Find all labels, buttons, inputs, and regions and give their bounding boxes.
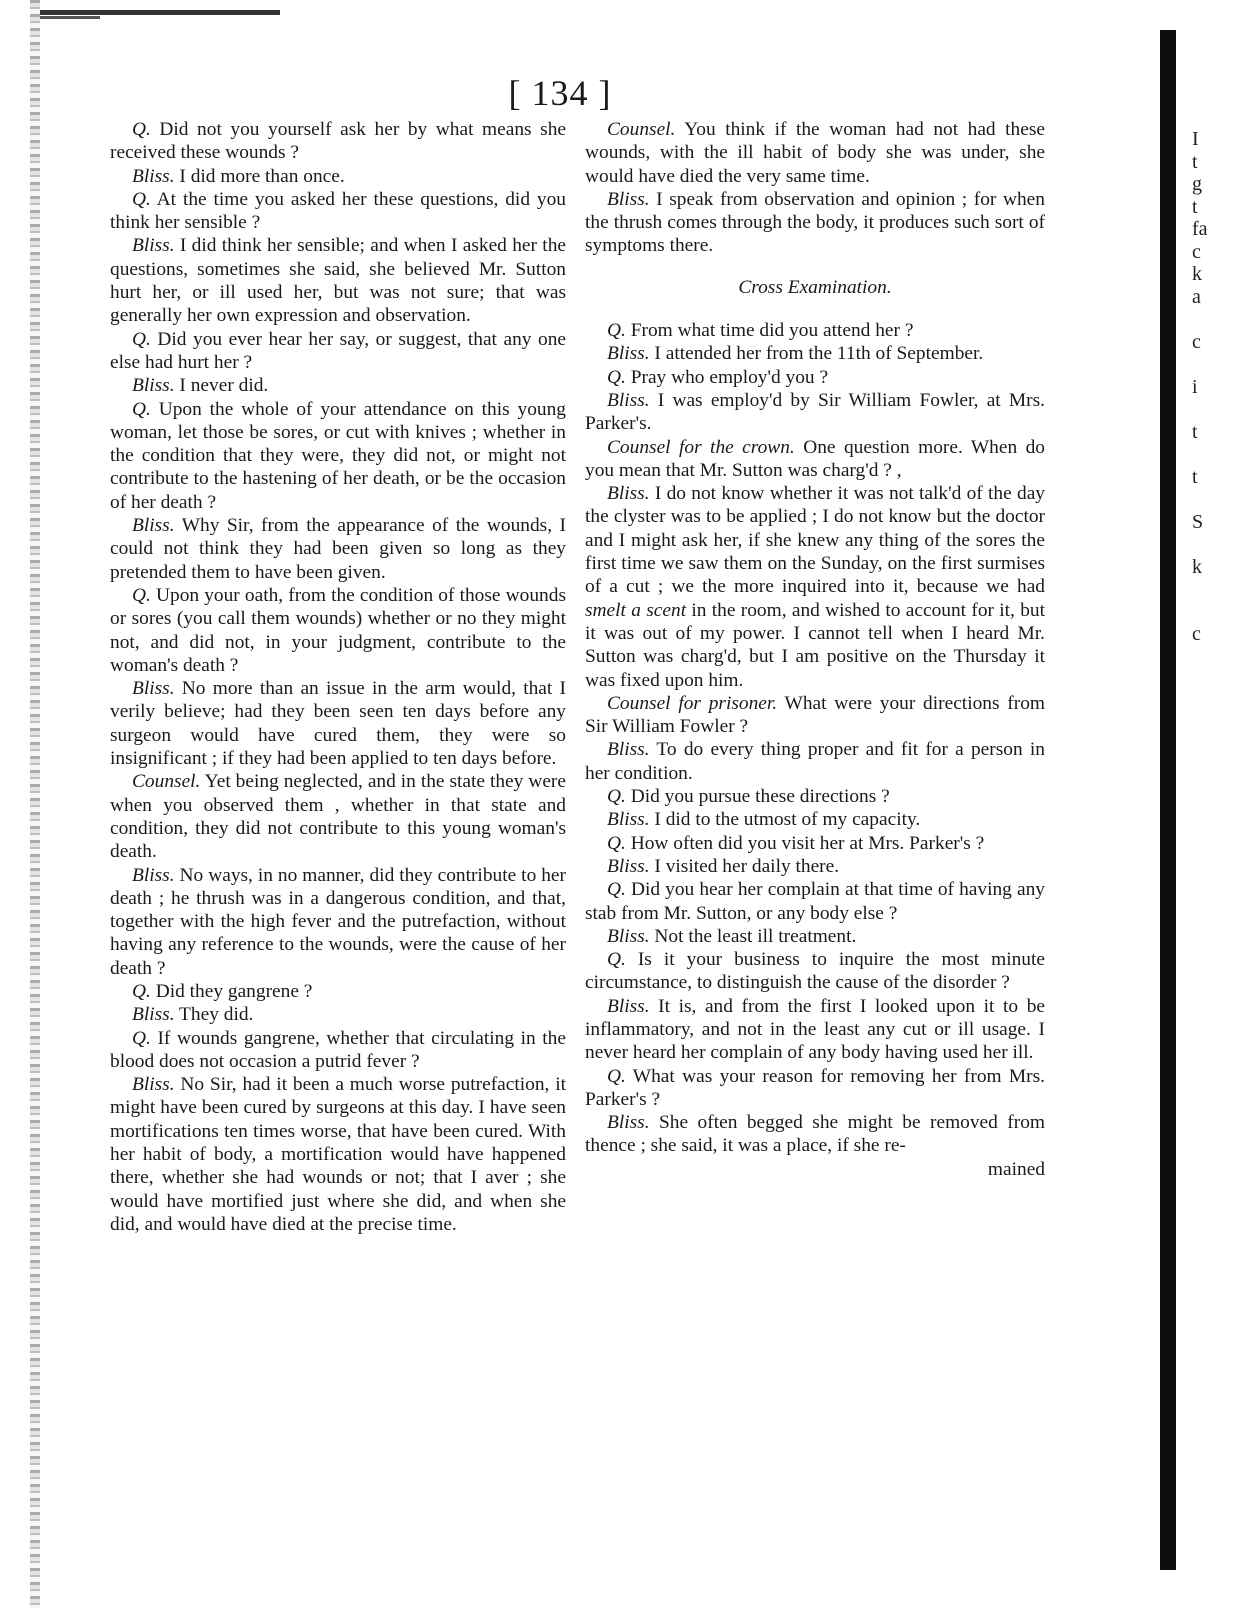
margin-fragment (1192, 668, 1222, 691)
paragraph-text: Upon your oath, from the condition of those wounds or sores (you call them wounds) whether or no they might not, and did not, in your judgment, contribute to the woman's death ? (110, 584, 566, 676)
facing-page-margin-fragments (1192, 128, 1222, 691)
section-heading: Cross Examination. (738, 276, 892, 298)
page-number: [ 134 ] (508, 73, 612, 113)
paragraph-text: I was employ'd by Sir William Fowler, at Mrs. Parker's. (585, 389, 1045, 435)
paragraph (110, 980, 566, 1003)
paragraph (110, 234, 566, 327)
catchword: mained (987, 1158, 1045, 1180)
margin-fragment: t (1192, 150, 1198, 173)
paragraph (110, 1027, 566, 1074)
speaker-label: Bliss. (607, 483, 650, 505)
margin-fragment: k (1192, 555, 1202, 578)
margin-fragment: t (1192, 465, 1198, 488)
paragraph-text: It is, and from the first I looked upon it to be inflammatory, and not in the least any cut or ill usage. I never heard her complain of any body having used her ill. (585, 995, 1045, 1064)
paragraph-text: Did you pursue these directions ? (625, 786, 890, 808)
paragraph-text: I speak from observation and opinion ; for when the thrush comes through the body, it produces such sort of symptoms there. (585, 188, 1045, 257)
paragraph (110, 165, 566, 188)
speaker-label: Q. (132, 119, 151, 140)
paragraph-text: Did you ever hear her say, or suggest, that any one else had hurt her ? (110, 328, 566, 373)
scan-edge-top (40, 10, 280, 15)
margin-fragment: c (1192, 240, 1201, 263)
margin-fragment: c (1192, 623, 1201, 645)
margin-fragment (1192, 488, 1222, 511)
speaker-label: Bliss. (132, 515, 175, 537)
paragraph-text: Is it your business to inquire the most minute circumstance, to distinguish the cause of the disorder ? (585, 949, 1045, 994)
margin-fragment (1192, 601, 1222, 624)
speaker-label: Counsel. (132, 771, 201, 793)
margin-fragment (1192, 398, 1222, 421)
paragraph (585, 1111, 1045, 1158)
speaker-label: Bliss. (132, 864, 175, 886)
speaker-label: Q. (132, 398, 151, 420)
speaker-label: Bliss. (132, 678, 175, 700)
speaker-label: Bliss. (607, 343, 650, 365)
speaker-label: Bliss. (132, 1074, 175, 1096)
paragraph (585, 436, 1045, 483)
paragraph-text: I never did. (174, 375, 269, 397)
paragraph (585, 738, 1045, 785)
paragraph (585, 1065, 1045, 1112)
paragraph (585, 808, 1045, 831)
paragraph (110, 584, 566, 677)
speaker-label: Q. (132, 584, 151, 606)
paragraph-text: I did think her sensible; and when I asked her the questions, sometimes she said, she believed Mr. Sutton hurt her, or ill used her, but was not sure; that was generally her own expression and observation. (110, 235, 566, 327)
margin-fragment (1192, 578, 1222, 601)
speaker-label: Bliss. (607, 925, 650, 947)
paragraph (110, 374, 566, 397)
left-column (110, 118, 566, 1236)
speaker-label: Q. (132, 980, 151, 1002)
speaker-label: Q. (607, 786, 626, 808)
margin-fragment: k (1192, 263, 1202, 285)
paragraph-text: I attended her from the 11th of September. (649, 343, 984, 365)
paragraph (585, 482, 1045, 692)
paragraph-text: Did you hear her complain at that time of having any stab from Mr. Sutton, or any body else ? (585, 879, 1045, 924)
speaker-label: Q. (607, 832, 626, 854)
speaker-label: Bliss. (607, 995, 650, 1017)
paragraph-text: What were your directions from Sir William Fowler ? (585, 692, 1045, 738)
paragraph (585, 118, 1045, 188)
paragraph-text: From what time did you attend her ? (625, 320, 914, 342)
paragraph-text: Why Sir, from the appearance of the wounds, I could not think they had been given so long as they pretended them to have been given. (110, 515, 566, 583)
scan-edge-top-2 (40, 16, 100, 19)
paragraph-text: They did. (174, 1004, 254, 1026)
paragraph (110, 770, 566, 863)
paragraph-text: Not the least ill treatment. (649, 925, 857, 947)
speaker-label: Bliss. (607, 809, 650, 831)
paragraph (585, 692, 1045, 739)
margin-fragment: t (1192, 420, 1198, 443)
margin-fragment: t (1192, 195, 1198, 218)
paragraph (585, 878, 1045, 925)
speaker-label: Q. (132, 188, 151, 210)
paragraph (585, 366, 1045, 389)
margin-fragment: c (1192, 330, 1201, 353)
paragraph (585, 389, 1045, 436)
paragraph (585, 785, 1045, 808)
margin-fragment: fa (1192, 218, 1208, 240)
speaker-label: Bliss. (607, 188, 650, 210)
paragraph (585, 995, 1045, 1065)
paragraph (110, 328, 566, 375)
speaker-label: Bliss. (132, 235, 175, 257)
paragraph-text: No Sir, had it been a much worse putrefaction, it might have been cured by surgeons at this day. I have seen mortifications ten times worse, that have been cured. With her habit of body, a mortification would have happened there, whether she had wounds or not; that I aver ; she would have mortified just where she did, and when she did, and would have died at the precise time. (110, 1074, 566, 1235)
paragraph-text: You think if the woman had not had these wounds, with the ill habit of body she was under, she would have died the very same time. (585, 119, 1045, 187)
paragraph-text: Pray who employ'd you ? (625, 366, 829, 388)
speaker-label: Q. (132, 328, 151, 350)
paragraph-text: She often begged she might be removed from thence ; she said, it was a place, if she re- (585, 1112, 1045, 1157)
speaker-label: Counsel for the crown. (607, 436, 795, 458)
paragraph (585, 832, 1045, 855)
speaker-label: Q. (607, 320, 626, 342)
paragraph (585, 948, 1045, 995)
scan-edge-left (30, 0, 40, 1608)
paragraph (110, 188, 566, 235)
paragraph-text: How often did you visit her at Mrs. Parker's ? (625, 832, 985, 854)
margin-fragment: g (1192, 173, 1202, 195)
paragraph-text: One question more. When do you mean that Mr. Sutton was charg'd ? , (585, 436, 1046, 481)
speaker-label: Q. (607, 366, 626, 388)
emphasis-text: smelt a scent (585, 599, 687, 621)
paragraph-text: Yet being neglected, and in the state they were when you observed them , whether in that state and condition, they did not contribute to this young woman's death. (110, 771, 566, 863)
paragraph-text: in the room, and wished to account for it, but it was out of my power. I cannot tell when I heard Mr. Sutton was charg'd, but I am positive on the Thursday it was fixed upon him. (585, 599, 1045, 691)
speaker-label: Q. (607, 1065, 626, 1087)
paragraph-text: I do not know whether it was not talk'd of the day the clyster was to be applied ; I do not know but the doctor and I might ask her, if she knew any thing of the sores the first time we saw them on the Sunday, on the first surmises of a cut ; we the more inquired into it, because we had (585, 483, 1045, 598)
paragraph-text: If wounds gangrene, whether that circulating in the blood does not occasion a putrid fever ? (110, 1027, 566, 1072)
paragraph (585, 342, 1045, 365)
paragraph (585, 855, 1045, 878)
paragraph-text: What was your reason for removing her from Mrs. Parker's ? (585, 1065, 1045, 1110)
margin-fragment: a (1192, 285, 1201, 308)
speaker-label: Q. (132, 1027, 151, 1049)
speaker-label: Bliss. (132, 1004, 175, 1026)
paragraph (110, 864, 566, 980)
paragraph-text: To do every thing proper and fit for a person in her condition. (585, 739, 1045, 784)
margin-fragment: I (1192, 128, 1199, 150)
paragraph-text: No more than an issue in the arm would, that I verily believe; had they been seen ten days before any surgeon would have cured them, they were so insignificant ; if they had been applied to ten days before. (110, 678, 566, 770)
margin-fragment (1192, 646, 1222, 669)
speaker-label: Q. (607, 879, 626, 901)
page-gutter-shadow (1160, 30, 1176, 1570)
speaker-label: Bliss. (132, 375, 175, 397)
speaker-label: Bliss. (607, 739, 650, 761)
margin-fragment: i (1192, 375, 1198, 398)
paragraph-text: Did not you yourself ask her by what means she received these wounds ? (110, 119, 566, 164)
paragraph-text: Did they gangrene ? (150, 980, 313, 1002)
paragraph (110, 1003, 566, 1026)
speaker-label: Counsel. (607, 119, 676, 140)
paragraph (110, 118, 566, 165)
paragraph (585, 319, 1045, 342)
paragraph-text: I visited her daily there. (649, 855, 840, 877)
speaker-label: Q. (607, 949, 626, 971)
paragraph (110, 398, 566, 514)
margin-fragment (1192, 308, 1222, 331)
paragraph (585, 188, 1045, 258)
paragraph-text: Upon the whole of your attendance on this young woman, let those be sores, or cut with knives ; whether in the condition that they were, they did not, or might not contribute to the hastening of her death, or be the occasion of her death ? (110, 398, 566, 513)
right-column (585, 118, 1045, 1181)
paragraph-text: No ways, in no manner, did they contribute to her death ; he thrush was in a dangerous condition, and that, together with the high fever and the putrefaction, without having any reference to the wounds, were the cause of her death ? (110, 864, 566, 979)
paragraph-text: I did more than once. (174, 165, 345, 187)
paragraph (110, 1073, 566, 1236)
speaker-label: Bliss. (607, 1112, 650, 1134)
speaker-label: Counsel for prisoner. (607, 692, 778, 714)
margin-fragment: S (1192, 510, 1204, 533)
speaker-label: Bliss. (607, 389, 650, 411)
paragraph (585, 925, 1045, 948)
speaker-label: Bliss. (607, 855, 650, 877)
paragraph-text: I did to the utmost of my capacity. (649, 809, 921, 831)
paragraph-text: At the time you asked her these questions, did you think her sensible ? (110, 188, 566, 234)
paragraph (110, 514, 566, 584)
speaker-label: Bliss. (132, 165, 175, 187)
margin-fragment (1192, 533, 1222, 556)
margin-fragment (1192, 443, 1222, 466)
margin-fragment (1192, 353, 1222, 376)
paragraph (110, 677, 566, 770)
